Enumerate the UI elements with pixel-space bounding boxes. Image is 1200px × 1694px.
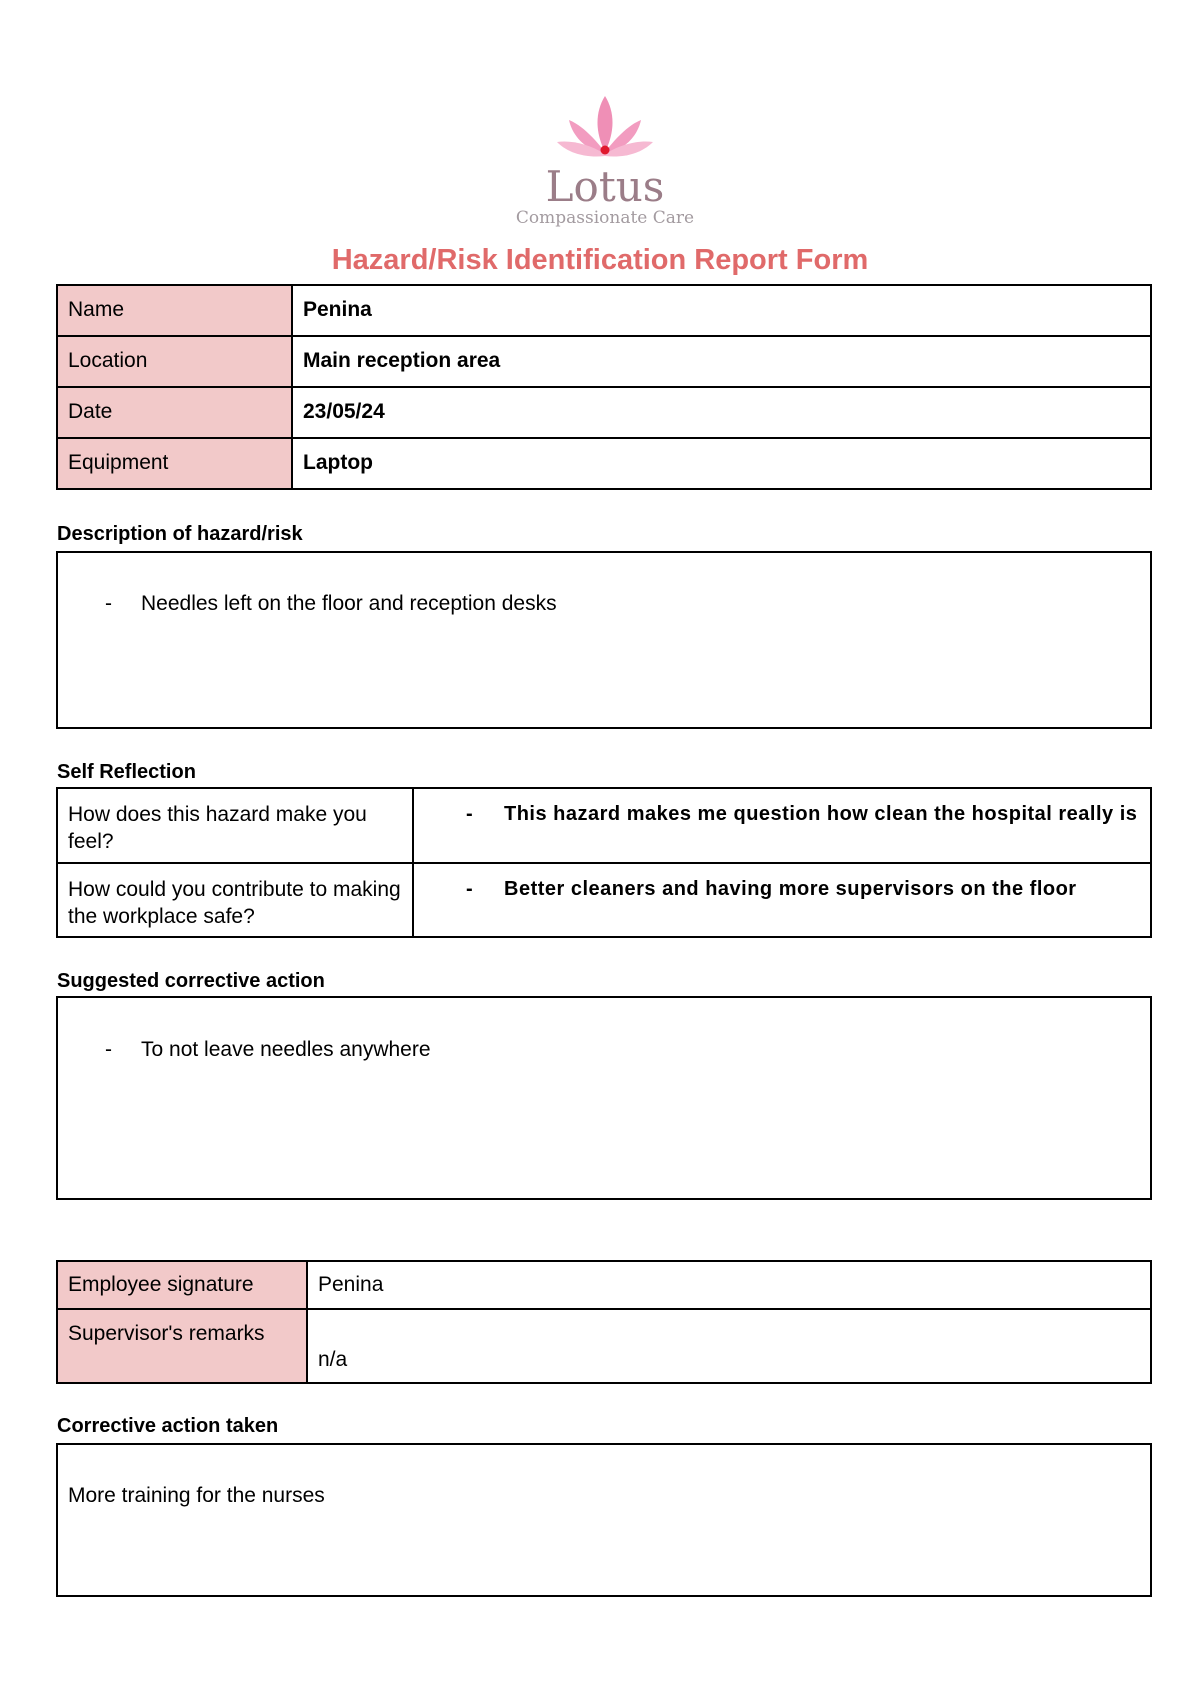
logo-tagline: Compassionate Care bbox=[515, 208, 695, 228]
equipment-label: Equipment bbox=[57, 438, 292, 489]
description-box[interactable] bbox=[56, 551, 1152, 729]
date-label: Date bbox=[57, 387, 292, 438]
reflection-answer bbox=[424, 801, 1140, 828]
suggested-action-box[interactable] bbox=[56, 996, 1152, 1200]
suggested-action-text: To not leave needles anywhere bbox=[141, 1038, 431, 1061]
self-reflection-heading: Self Reflection bbox=[57, 761, 196, 783]
location-label: Location bbox=[57, 336, 292, 387]
corrective-taken-box[interactable] bbox=[56, 1443, 1152, 1597]
details-row-equipment bbox=[57, 438, 1151, 489]
reflection-answer-cell[interactable] bbox=[413, 788, 1151, 863]
lotus-flower-icon bbox=[555, 94, 655, 164]
employee-signature-label: Employee signature bbox=[57, 1261, 307, 1309]
logo-wordmark: Lotus bbox=[545, 162, 665, 211]
location-value[interactable]: Main reception area bbox=[292, 336, 1151, 387]
reflection-question: How does this hazard make you feel? bbox=[57, 788, 413, 863]
reflection-row bbox=[57, 788, 1151, 863]
bullet-dash: - bbox=[466, 803, 474, 825]
employee-signature-value[interactable]: Penina bbox=[307, 1261, 1151, 1309]
equipment-value[interactable]: Laptop bbox=[292, 438, 1151, 489]
corrective-taken-heading: Corrective action taken bbox=[57, 1415, 279, 1437]
reflection-answer-text: This hazard makes me question how clean the hospital really is bbox=[504, 803, 1138, 825]
reflection-answer-text: Better cleaners and having more supervisors on the floor bbox=[504, 878, 1077, 900]
name-value[interactable]: Penina bbox=[292, 285, 1151, 336]
details-row-name bbox=[57, 285, 1151, 336]
reflection-answer-cell[interactable] bbox=[413, 863, 1151, 937]
signature-row bbox=[57, 1261, 1151, 1309]
reflection-question: How could you contribute to making the workplace safe? bbox=[57, 863, 413, 937]
supervisor-remarks-value[interactable]: n/a bbox=[307, 1309, 1151, 1383]
name-label: Name bbox=[57, 285, 292, 336]
company-logo bbox=[510, 94, 700, 234]
date-value[interactable]: 23/05/24 bbox=[292, 387, 1151, 438]
bullet-dash: - bbox=[466, 878, 474, 900]
bullet-dash: - bbox=[105, 1038, 112, 1061]
self-reflection-table bbox=[56, 787, 1152, 938]
description-heading: Description of hazard/risk bbox=[57, 523, 303, 545]
reflection-answer bbox=[424, 876, 1140, 903]
sign-off-table bbox=[56, 1260, 1152, 1384]
suggested-action-heading: Suggested corrective action bbox=[57, 970, 325, 992]
form-title: Hazard/Risk Identification Report Form bbox=[331, 244, 869, 276]
details-table bbox=[56, 284, 1152, 490]
supervisor-remarks-row bbox=[57, 1309, 1151, 1383]
supervisor-remarks-label: Supervisor's remarks bbox=[57, 1309, 307, 1383]
bullet-dash: - bbox=[105, 592, 112, 615]
details-row-location bbox=[57, 336, 1151, 387]
corrective-taken-text: More training for the nurses bbox=[68, 1484, 325, 1507]
details-row-date bbox=[57, 387, 1151, 438]
description-text: Needles left on the floor and reception desks bbox=[141, 592, 557, 615]
reflection-row bbox=[57, 863, 1151, 937]
